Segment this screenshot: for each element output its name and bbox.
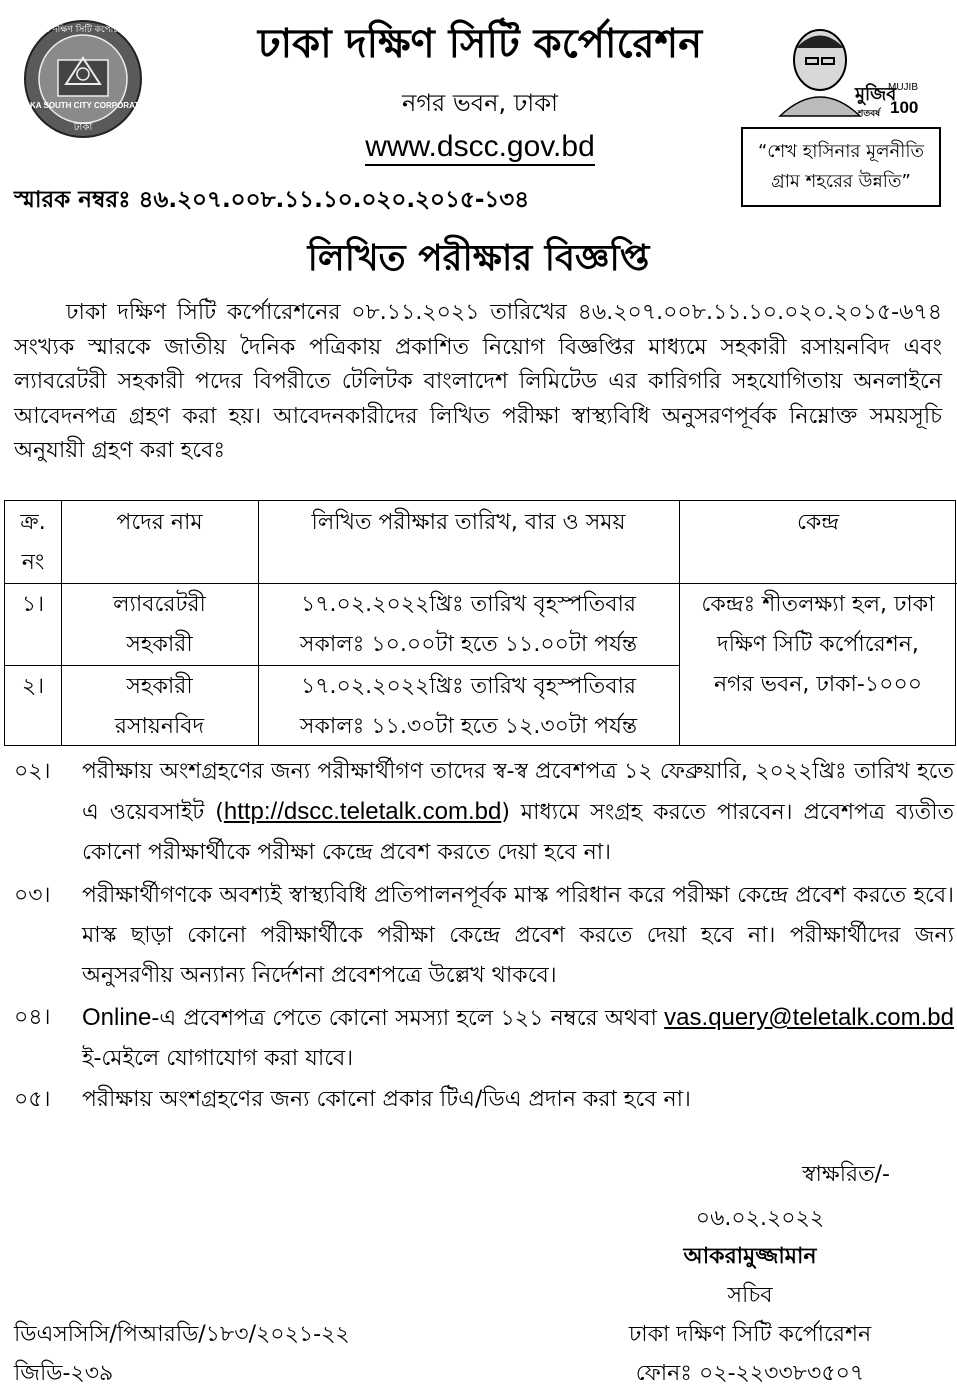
row-2-post: সহকারী রসায়নবিদ [114,674,205,739]
item-02-text: পরীক্ষায় অংশগ্রহণের জন্য পরীক্ষার্থীগণ তাদের স্ব-স্ব প্রবেশপত্র ১২ ফেব্রুয়ারি, ২০২২খ্রিঃ তারিখ হতে এ ওয়েবসাইট (http://dscc.teletalk.com.bd) মাধ্যমে সংগ্রহ করতে পারবেন। প্রবেশপত্র ব্যতীত কোনো পরীক্ষার্থীকে পরীক্ষা কেন্দ্রে প্রবেশ করতে দেয়া হবে না। [82,759,954,865]
item-02 [14,752,954,872]
mujib-num: 100 [890,98,919,117]
slogan-line-2: গ্রাম শহরের উন্নতি” [771,171,911,192]
org-name: ঢাকা দক্ষিণ সিটি কর্পোরেশন [257,21,703,67]
header-datetime: লিখিত পরীক্ষার তারিখ, বার ও সময় [311,510,626,535]
row-1-post: ল্যাবরেটরী সহকারী [113,592,206,657]
logo-text-bottom: ঢাকা [73,122,93,133]
website-link[interactable] [180,128,780,166]
signatory-phone: ফোনঃ ০২-২২৩৩৮৩৫০৭ [635,1361,865,1386]
exam-center: কেন্দ্রঃ শীতলক্ষ্যা হল, ঢাকা দক্ষিণ সিটি কর্পোরেশন, নগর ভবন, ঢাকা-১০০০ [701,592,935,697]
row-2-serial: ২। [21,674,45,699]
admit-card-link[interactable]: http://dscc.teletalk.com.bd [223,798,502,825]
exam-schedule-table [4,500,956,746]
logo-text-top: ঢাকা দক্ষিণ সিটি কর্পোরেশন [33,25,133,35]
logo-text-mid: DHAKA SOUTH CITY CORPORATION [12,101,154,110]
signature-date: ০৬.০২.২০২২ [695,1206,825,1231]
signed-mark: স্বাক্ষরিত/- [802,1162,890,1187]
item-04-number: ০৪। [14,1005,51,1030]
slogan-box [741,127,941,207]
item-02-number: ০২। [14,759,51,784]
org-address: নগর ভবন, ঢাকা [402,89,558,117]
signatory-name: আকরামুজ্জামান [683,1244,817,1269]
mujib-sub: শতবর্ষ [858,109,881,119]
mujib-label: মুজিব [855,84,897,105]
signatory-org: ঢাকা দক্ষিণ সিটি কর্পোরেশন [628,1322,872,1347]
item-03-text: পরীক্ষার্থীগণকে অবশ্যই স্বাস্থ্যবিধি প্রতিপালনপূর্বক মাস্ক পরিধান করে পরীক্ষা কেন্দ্রে প্রবেশ করতে হবে। মাস্ক ছাড়া কোনো পরীক্ষার্থীকে পরীক্ষা কেন্দ্রে প্রবেশ করতে দেয়া হবে না। পরীক্ষার্থীদের জন্য অনুসরণীয় অন্যান্য নির্দেশনা প্রবেশপত্রে উল্লেখ থাকবে। [82,883,954,988]
signatory-designation: সচিব [727,1283,773,1308]
header-post: পদের নাম [116,510,203,535]
row-1-datetime: ১৭.০২.২০২২খ্রিঃ তারিখ বৃহস্পতিবার সকালঃ ১০.০০টা হতে ১১.০০টা পর্যন্ত [299,592,638,657]
item-04 [14,998,954,1078]
header-serial: ক্র. নং [20,510,46,575]
item-04-text: Online-এ প্রবেশপত্র পেতে কোনো সমস্যা হলে ১২১ নম্বরে অথবা vas.query@teletalk.com.bd ই-মেইলে যোগাযোগ করা যাবে। [82,1004,954,1071]
support-email-link[interactable]: vas.query@teletalk.com.bd [664,1004,954,1031]
mujib-en: MUJIB [888,82,918,93]
item-03 [14,876,954,996]
reference-number: ডিএসসিসি/পিআরডি/১৮৩/২০২১-২২ [14,1322,350,1347]
dscc-logo [12,18,154,140]
header-center: কেন্দ্র [796,510,840,535]
item-05 [14,1080,944,1120]
row-2-datetime: ১৭.০২.২০২২খ্রিঃ তারিখ বৃহস্পতিবার সকালঃ ১১.৩০টা হতে ১২.৩০টা পর্যন্ত [299,674,638,739]
slogan-line-1: “শেখ হাসিনার মূলনীতি [757,141,925,162]
item-05-number: ০৫। [14,1087,51,1112]
item-05-text: পরীক্ষায় অংশগ্রহণের জন্য কোনো প্রকার টিএ/ডিএ প্রদান করা হবে না। [82,1087,691,1112]
mujib-100-logo [760,18,920,118]
gd-number: জিডি-২৩৯ [14,1361,114,1386]
item-03-number: ০৩। [14,883,51,908]
website-text[interactable]: www.dscc.gov.bd [365,130,595,166]
row-1-serial: ১। [21,592,45,617]
memo-number: স্মারক নম্বরঃ ৪৬.২০৭.০০৮.১১.১০.০২০.২০১৫-১৩৪ [14,187,530,213]
intro-paragraph: ঢাকা দক্ষিণ সিটি কর্পোরেশনের ০৮.১১.২০২১ তারিখের ৪৬.২০৭.০০৮.১১.১০.০২০.২০১৫-৬৭৪ সংখ্যক স্মারকে জাতীয় দৈনিক পত্রিকায় প্রকাশিত নিয়োগ বিজ্ঞপ্তির মাধ্যমে সহকারী রসায়নবিদ এবং ল্যাবরেটরী সহকারী পদের বিপরীতে টেলিটক বাংলাদেশ লিমিটেড এর কারিগরি সহযোগিতায় অনলাইনে আবেদনপত্র গ্রহণ করা হয়। আবেদনকারীদের লিখিত পরীক্ষা স্বাস্থ্যবিধি অনুসরণপূর্বক নিম্নোক্ত সময়সূচি অনুযায়ী গ্রহণ করা হবেঃ [14,300,942,463]
notice-title: লিখিত পরীক্ষার বিজ্ঞপ্তি [307,238,650,279]
